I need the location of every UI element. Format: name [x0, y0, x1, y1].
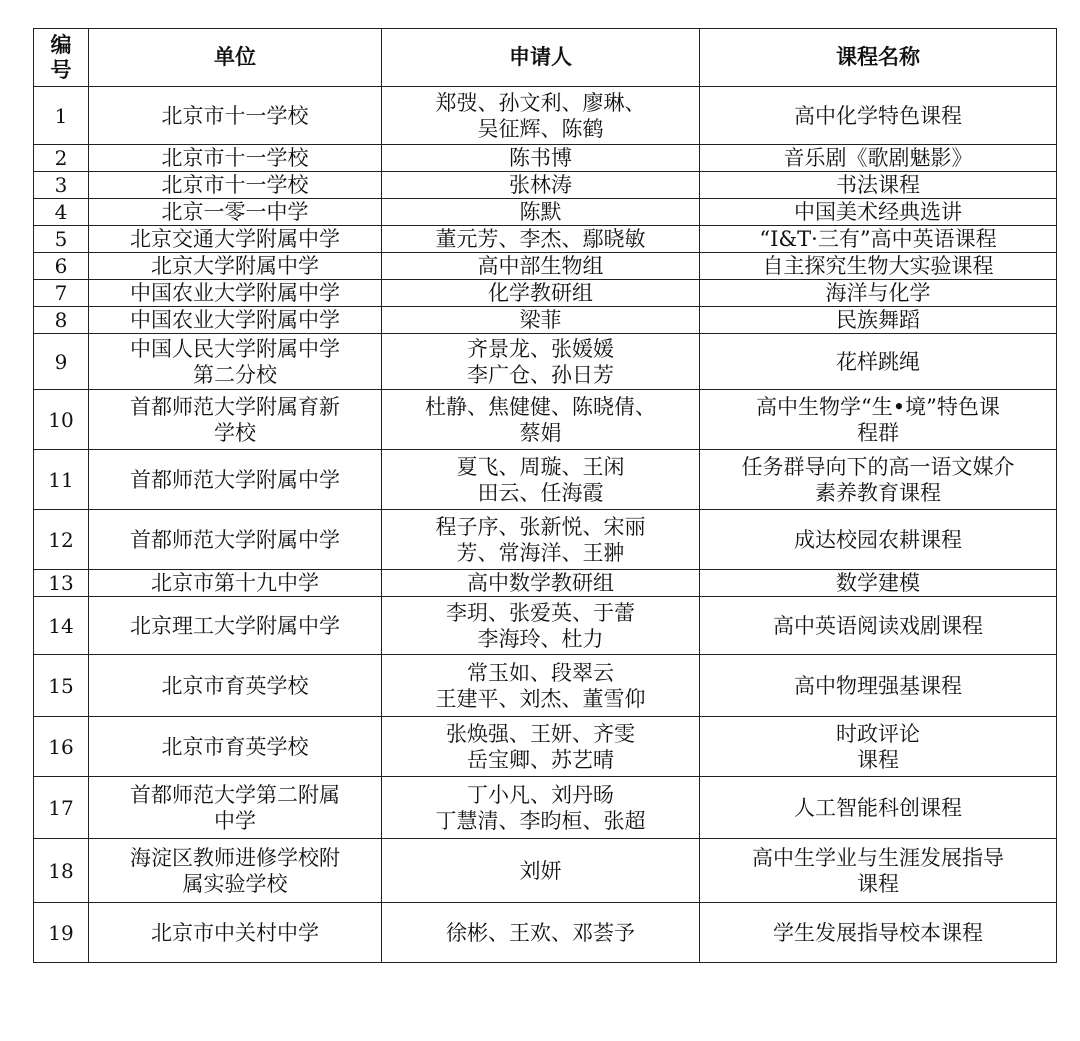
unit-cell: 北京理工大学附属中学 [89, 597, 382, 655]
course-name-cell: 任务群导向下的高一语文媒介 素养教育课程 [700, 450, 1057, 510]
row-number-cell: 4 [34, 199, 89, 226]
table-row [34, 655, 1057, 717]
applicant-cell: 郑弢、孙文利、廖琳、 吴征辉、陈鹤 [382, 87, 700, 145]
header-row [34, 29, 1057, 87]
row-number-cell: 15 [34, 655, 89, 717]
table-row [34, 777, 1057, 839]
unit-cell: 北京市十一学校 [89, 172, 382, 199]
table-row [34, 172, 1057, 199]
unit-cell: 北京市十一学校 [89, 87, 382, 145]
table-row [34, 307, 1057, 334]
table-row [34, 597, 1057, 655]
course-name-cell: 书法课程 [700, 172, 1057, 199]
applicant-cell: 梁菲 [382, 307, 700, 334]
course-name-cell: 高中生物学“生•境”特色课 程群 [700, 390, 1057, 450]
unit-cell: 中国人民大学附属中学 第二分校 [89, 334, 382, 390]
applicant-cell: 丁小凡、刘丹旸 丁慧清、李昀桓、张超 [382, 777, 700, 839]
table-row [34, 450, 1057, 510]
row-number-cell: 8 [34, 307, 89, 334]
row-number-cell: 12 [34, 510, 89, 570]
course-name-cell: 民族舞蹈 [700, 307, 1057, 334]
unit-cell: 北京市十一学校 [89, 145, 382, 172]
table-row [34, 390, 1057, 450]
row-number-cell: 19 [34, 903, 89, 963]
unit-cell: 北京市第十九中学 [89, 570, 382, 597]
row-number-cell: 5 [34, 226, 89, 253]
applicant-cell: 李玥、张爱英、于蕾 李海玲、杜力 [382, 597, 700, 655]
table-row [34, 510, 1057, 570]
row-number-cell: 13 [34, 570, 89, 597]
course-name-cell: 中国美术经典选讲 [700, 199, 1057, 226]
course-name-cell: 成达校园农耕课程 [700, 510, 1057, 570]
unit-cell: 北京大学附属中学 [89, 253, 382, 280]
applicant-cell: 高中部生物组 [382, 253, 700, 280]
row-number-cell: 1 [34, 87, 89, 145]
header-number-text: 编号 [50, 32, 72, 82]
row-number-cell: 17 [34, 777, 89, 839]
unit-cell: 北京一零一中学 [89, 199, 382, 226]
row-number-cell: 16 [34, 717, 89, 777]
unit-cell: 北京市中关村中学 [89, 903, 382, 963]
row-number-cell: 18 [34, 839, 89, 903]
applicant-cell: 杜静、焦健健、陈晓倩、 蔡娟 [382, 390, 700, 450]
course-name-cell: 高中生学业与生涯发展指导 课程 [700, 839, 1057, 903]
unit-cell: 北京市育英学校 [89, 655, 382, 717]
table-row [34, 226, 1057, 253]
course-name-cell: 高中物理强基课程 [700, 655, 1057, 717]
course-table [33, 28, 1057, 963]
row-number-cell: 2 [34, 145, 89, 172]
row-number-cell: 9 [34, 334, 89, 390]
applicant-cell: 陈默 [382, 199, 700, 226]
unit-cell: 首都师范大学附属育新 学校 [89, 390, 382, 450]
course-name-cell: 高中英语阅读戏剧课程 [700, 597, 1057, 655]
row-number-cell: 7 [34, 280, 89, 307]
header-applicant: 申请人 [382, 29, 700, 87]
course-name-cell: 学生发展指导校本课程 [700, 903, 1057, 963]
course-name-cell: 花样跳绳 [700, 334, 1057, 390]
applicant-cell: 董元芳、李杰、鄢晓敏 [382, 226, 700, 253]
course-name-cell: 数学建模 [700, 570, 1057, 597]
table-row [34, 199, 1057, 226]
header-unit: 单位 [89, 29, 382, 87]
unit-cell: 首都师范大学附属中学 [89, 510, 382, 570]
course-name-cell: 自主探究生物大实验课程 [700, 253, 1057, 280]
unit-cell: 海淀区教师进修学校附 属实验学校 [89, 839, 382, 903]
header-course: 课程名称 [700, 29, 1057, 87]
course-name-cell: 音乐剧《歌剧魅影》 [700, 145, 1057, 172]
applicant-cell: 化学教研组 [382, 280, 700, 307]
table-row [34, 717, 1057, 777]
course-name-cell: 时政评论 课程 [700, 717, 1057, 777]
unit-cell: 首都师范大学附属中学 [89, 450, 382, 510]
unit-cell: 北京市育英学校 [89, 717, 382, 777]
unit-cell: 中国农业大学附属中学 [89, 280, 382, 307]
table-row [34, 87, 1057, 145]
unit-cell: 首都师范大学第二附属 中学 [89, 777, 382, 839]
table-row [34, 253, 1057, 280]
table-row [34, 280, 1057, 307]
applicant-cell: 陈书博 [382, 145, 700, 172]
applicant-cell: 常玉如、段翠云 王建平、刘杰、董雪仰 [382, 655, 700, 717]
applicant-cell: 徐彬、王欢、邓荟予 [382, 903, 700, 963]
table-row [34, 570, 1057, 597]
row-number-cell: 14 [34, 597, 89, 655]
course-name-cell: 海洋与化学 [700, 280, 1057, 307]
course-name-cell: “I&T·三有”高中英语课程 [700, 226, 1057, 253]
applicant-cell: 程子序、张新悦、宋丽 芳、常海洋、王翀 [382, 510, 700, 570]
applicant-cell: 夏飞、周璇、王闲 田云、任海霞 [382, 450, 700, 510]
course-name-cell: 人工智能科创课程 [700, 777, 1057, 839]
applicant-cell: 张林涛 [382, 172, 700, 199]
row-number-cell: 6 [34, 253, 89, 280]
applicant-cell: 高中数学教研组 [382, 570, 700, 597]
course-name-cell: 高中化学特色课程 [700, 87, 1057, 145]
row-number-cell: 10 [34, 390, 89, 450]
header-number [34, 29, 89, 87]
course-table-sheet [33, 28, 1057, 963]
table-row [34, 903, 1057, 963]
row-number-cell: 11 [34, 450, 89, 510]
table-row [34, 839, 1057, 903]
applicant-cell: 刘妍 [382, 839, 700, 903]
applicant-cell: 齐景龙、张媛媛 李广仓、孙日芳 [382, 334, 700, 390]
table-row [34, 334, 1057, 390]
row-number-cell: 3 [34, 172, 89, 199]
table-row [34, 145, 1057, 172]
unit-cell: 中国农业大学附属中学 [89, 307, 382, 334]
applicant-cell: 张焕强、王妍、齐雯 岳宝卿、苏艺晴 [382, 717, 700, 777]
unit-cell: 北京交通大学附属中学 [89, 226, 382, 253]
